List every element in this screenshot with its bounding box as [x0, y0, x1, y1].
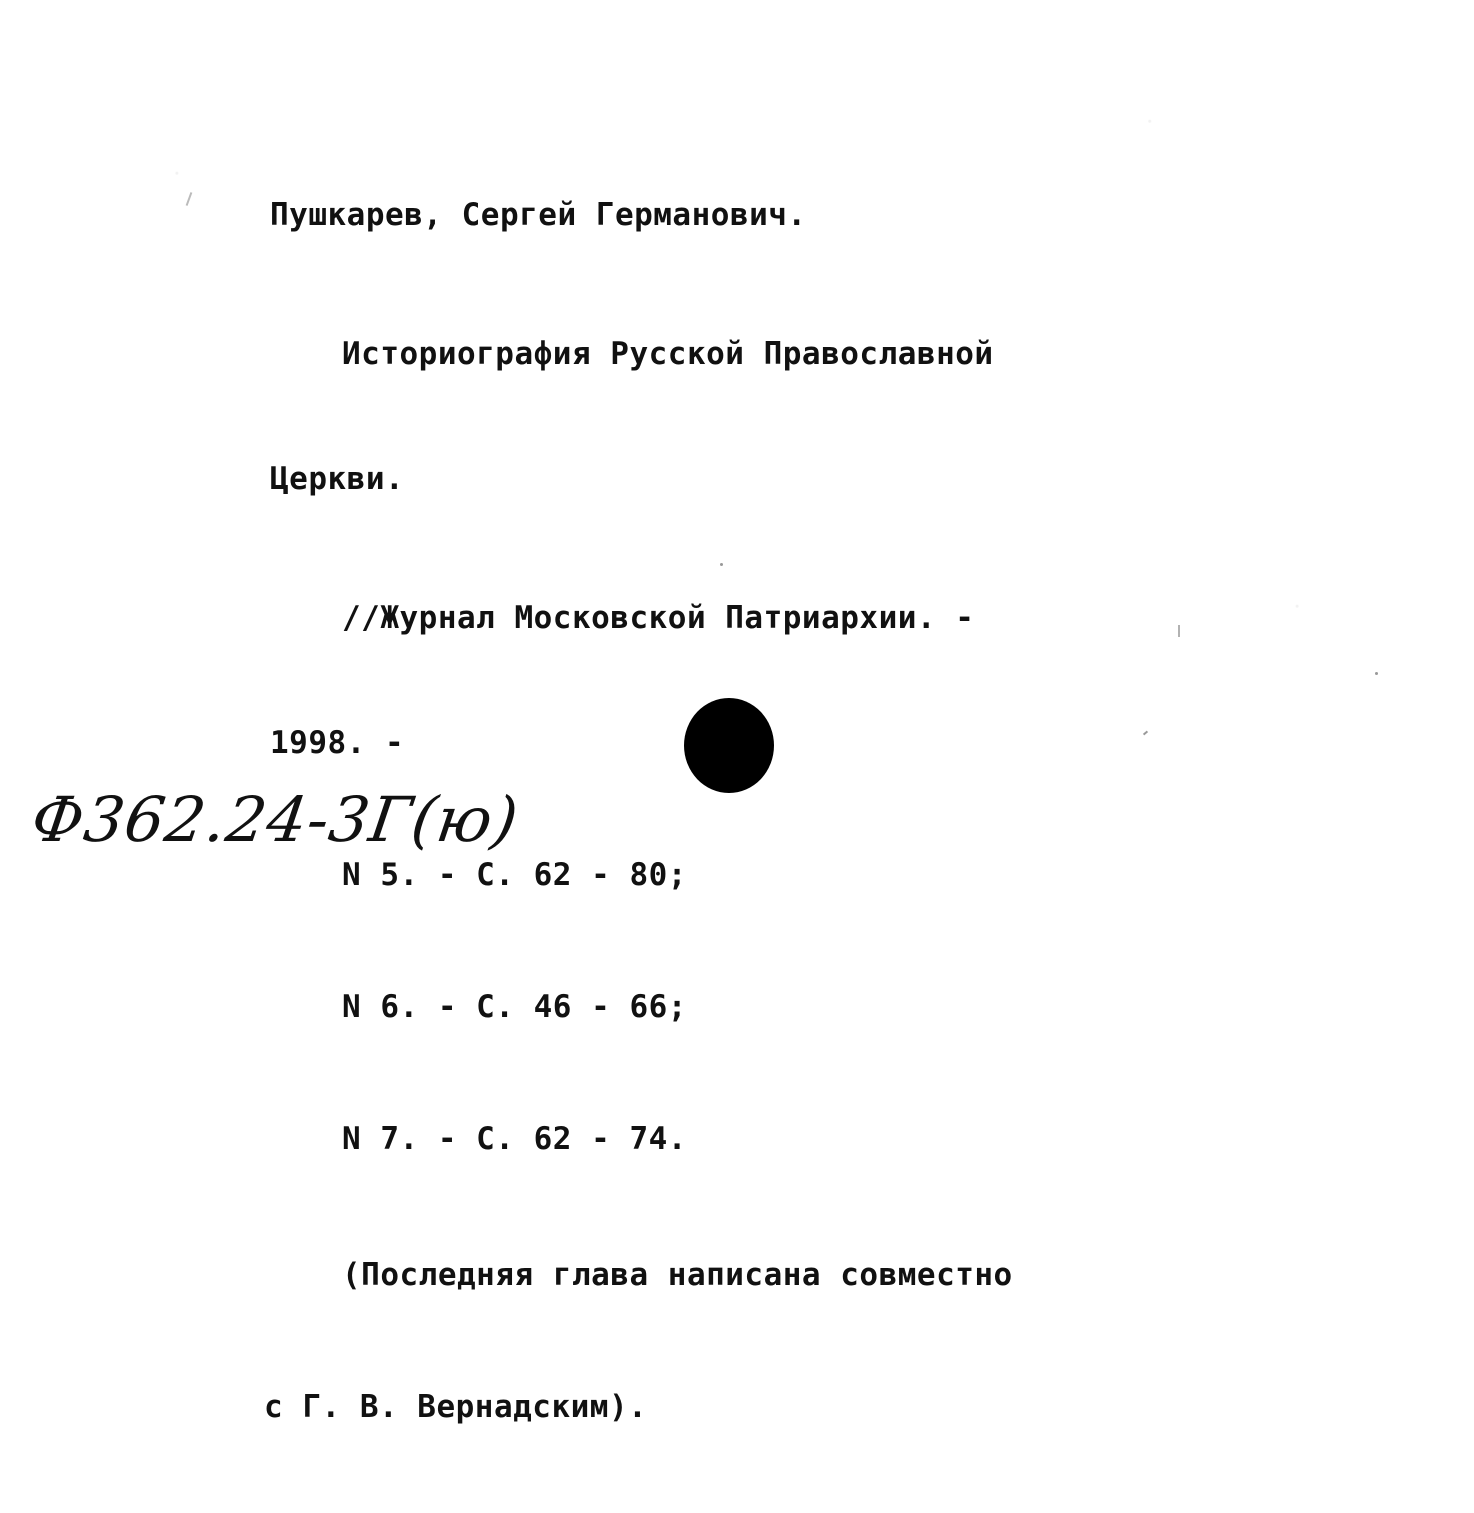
title-line-1: Историография Русской Православной — [342, 336, 994, 372]
journal-line-2: 1998. - — [270, 725, 405, 761]
speck — [1178, 625, 1180, 637]
punch-hole — [684, 698, 774, 793]
issue-line-1: N 5. - С. 62 - 80; — [342, 857, 687, 893]
speck — [186, 192, 193, 206]
speck — [1375, 672, 1378, 675]
issue-line-2: N 6. - С. 46 - 66; — [342, 989, 687, 1025]
speck — [720, 563, 723, 566]
issue-line-3: N 7. - С. 62 - 74. — [342, 1121, 687, 1157]
title-line-2: Церкви. — [270, 461, 405, 497]
author-line: Пушкарев, Сергей Германович. — [270, 197, 807, 233]
note-line-2: с Г. В. Вернадским). — [264, 1389, 648, 1425]
handwritten-shelfmark: Ф362.24-3Г(ю) — [27, 783, 524, 856]
journal-line-1: //Журнал Московской Патриархии. - — [342, 600, 975, 636]
note-line-1: (Последняя глава написана совместно — [342, 1257, 1013, 1293]
